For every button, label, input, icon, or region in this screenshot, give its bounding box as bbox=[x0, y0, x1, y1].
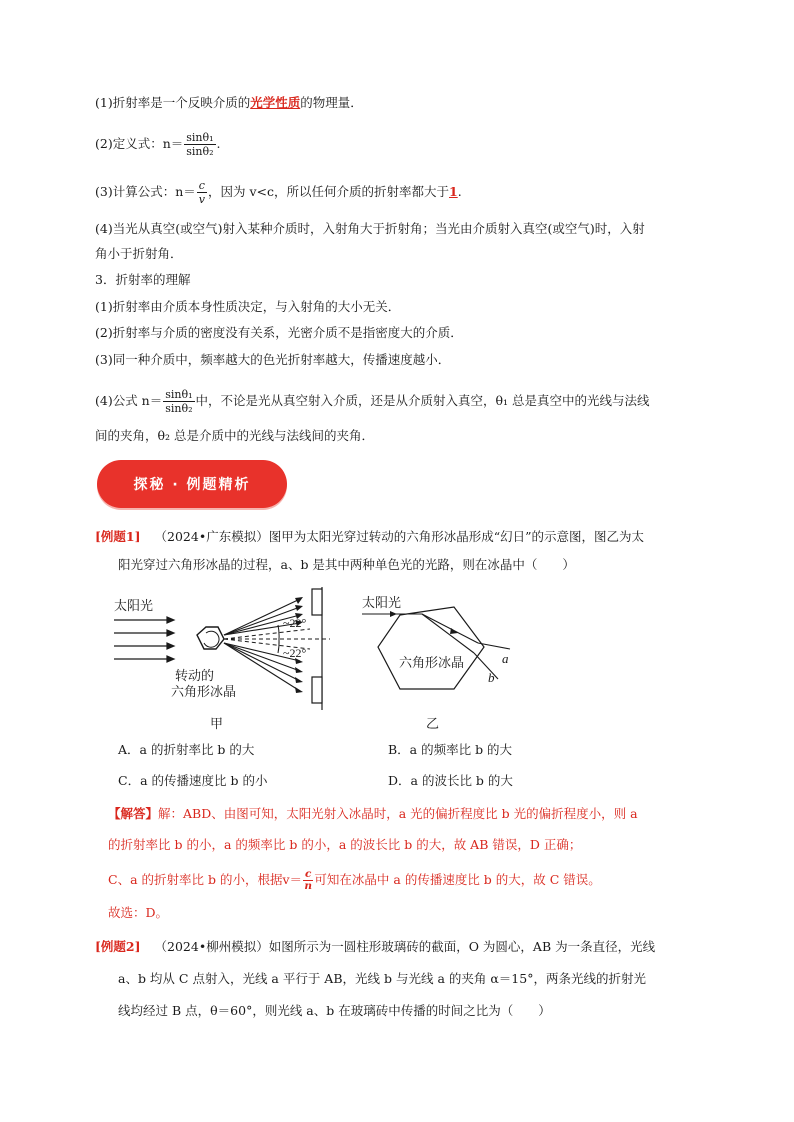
fraction-numerator: c bbox=[198, 178, 205, 192]
example-2-line-2: a、b 均从 C 点射入，光线 a 平行于 AB，光线 b 与光线 a 的夹角 α＝15°，两条光线的折射光 bbox=[118, 971, 646, 986]
fraction-c-over-v bbox=[197, 179, 207, 206]
label-rotating: 转动的 bbox=[175, 669, 215, 684]
understanding-point-3: (3)同一种介质中，频率越大的色光折射率越大，传播速度越小． bbox=[95, 352, 451, 367]
section-badge bbox=[97, 460, 287, 508]
understanding-point-2: (2)折射率与介质的密度没有关系，光密介质不是指密度大的介质． bbox=[95, 325, 463, 340]
section-heading-3: 3．折射率的理解 bbox=[95, 272, 191, 287]
incidence-line-2: 角小于折射角． bbox=[95, 246, 183, 261]
option-a[interactable]: A．a 的折射率比 b 的大 bbox=[118, 742, 255, 757]
angle-label-lower: ~22° bbox=[283, 646, 307, 660]
label-sunlight-2: 太阳光 bbox=[362, 596, 402, 611]
text: C、a 的折射率比 b 的小，根据v＝ bbox=[108, 872, 303, 887]
text: 中，不论是光从真空射入介质，还是从介质射入真空，θ₁ 总是真空中的光线与法线 bbox=[195, 393, 650, 408]
answer-line-1 bbox=[108, 804, 638, 824]
definition-formula-line bbox=[95, 130, 221, 158]
label-ray-b: b bbox=[488, 670, 495, 685]
fraction-numerator: sinθ₁ bbox=[165, 387, 193, 401]
text: (3)计算公式：n＝ bbox=[95, 184, 196, 199]
rotation-arrow-icon bbox=[204, 631, 219, 647]
text: ，因为 v<c，所以任何介质的折射率都大于 bbox=[207, 184, 449, 199]
lower-sun-dog bbox=[312, 677, 322, 703]
example-2-line-3: 线均经过 B 点，θ＝60°，则光线 a、b 在玻璃砖中传播的时间之比为（ ） bbox=[118, 1003, 551, 1018]
answer-choice: 故选：D。 bbox=[108, 905, 169, 920]
fraction-sin-ratio bbox=[184, 131, 215, 158]
angle-label-upper: ~22° bbox=[283, 616, 307, 630]
example-1-label: [例题1] bbox=[95, 529, 141, 544]
understanding-point-1: (1)折射率由介质本身性质决定，与入射角的大小无关． bbox=[95, 299, 401, 314]
text: （2024•柳州模拟）如图所示为一圆柱形玻璃砖的截面，O 为圆心，AB 为一条直径，光线 bbox=[154, 939, 656, 954]
label-ray-a: a bbox=[502, 651, 509, 666]
incidence-line-1: (4)当光从真空(或空气)射入某种介质时，入射角大于折射角；当光由介质射入真空(或空气)时，入射 bbox=[95, 221, 645, 236]
badge-label: 探秘 · 例题精析 bbox=[133, 477, 251, 493]
option-c[interactable]: C．a 的传播速度比 b 的小 bbox=[118, 773, 268, 788]
calculation-formula-line bbox=[95, 178, 462, 206]
example-2-label: [例题2] bbox=[95, 939, 141, 954]
incoming-rays bbox=[114, 617, 174, 662]
fraction-denominator: n bbox=[304, 879, 313, 892]
example-1-figure bbox=[100, 585, 540, 735]
highlight-one: 1 bbox=[449, 184, 458, 199]
label-figure-yi: 乙 bbox=[426, 717, 440, 732]
text: （2024•广东模拟）图甲为太阳光穿过转动的六角形冰晶形成“幻日”的示意图，图乙为太 bbox=[154, 529, 644, 544]
answer-label: 【解答】 bbox=[108, 806, 159, 821]
fraction-c-over-n bbox=[303, 869, 313, 892]
example-2-line-1 bbox=[95, 937, 655, 957]
fraction-numerator: sinθ₁ bbox=[186, 130, 214, 144]
rotating-crystal-icon bbox=[197, 627, 224, 649]
understanding-point-4-cont: 间的夹角，θ₂ 总是介质中的光线与法线间的夹角． bbox=[95, 428, 375, 443]
label-figure-jia: 甲 bbox=[210, 717, 224, 732]
text: (1)折射率是一个反映介质的 bbox=[95, 95, 251, 110]
fraction-numerator: c bbox=[305, 867, 312, 880]
option-b[interactable]: B．a 的频率比 b 的大 bbox=[388, 742, 513, 757]
example-1-line-2: 阳光穿过六角形冰晶的过程，a、b 是其中两种单色光的光路，则在冰晶中（ ） bbox=[118, 557, 575, 572]
option-d[interactable]: D．a 的波长比 b 的大 bbox=[388, 773, 513, 788]
text: (2)定义式：n＝ bbox=[95, 136, 184, 151]
highlight-optical-property: 光学性质 bbox=[250, 95, 301, 110]
fraction-sin-ratio bbox=[163, 388, 194, 415]
text: 解：ABD、由图可知，太阳光射入冰晶时，a 光的偏折程度比 b 光的偏折程度小，则 a bbox=[158, 806, 638, 821]
fraction-denominator: sinθ₂ bbox=[165, 401, 193, 415]
definition-line-1 bbox=[95, 93, 363, 113]
answer-line-3 bbox=[108, 866, 601, 894]
example-1-line-1 bbox=[95, 527, 644, 547]
understanding-point-4 bbox=[95, 387, 650, 415]
text: 的物理量． bbox=[300, 95, 363, 110]
answer-line-2: 的折射率比 b 的小，a 的频率比 b 的小，a 的波长比 b 的大，故 AB 错误，D 正确； bbox=[108, 837, 582, 852]
text: (4)公式 n＝ bbox=[95, 393, 163, 408]
label-hex-crystal: 六角形冰晶 bbox=[399, 656, 465, 671]
text: . bbox=[457, 184, 462, 199]
text: . bbox=[216, 136, 221, 151]
fraction-denominator: sinθ₂ bbox=[186, 144, 214, 158]
upper-sun-dog bbox=[312, 589, 322, 615]
fraction-denominator: v bbox=[198, 192, 205, 206]
label-sunlight: 太阳光 bbox=[114, 599, 154, 614]
text: 可知在冰晶中 a 的传播速度比 b 的大，故 C 错误。 bbox=[314, 872, 601, 887]
label-rotating-crystal: 六角形冰晶 bbox=[171, 685, 237, 700]
